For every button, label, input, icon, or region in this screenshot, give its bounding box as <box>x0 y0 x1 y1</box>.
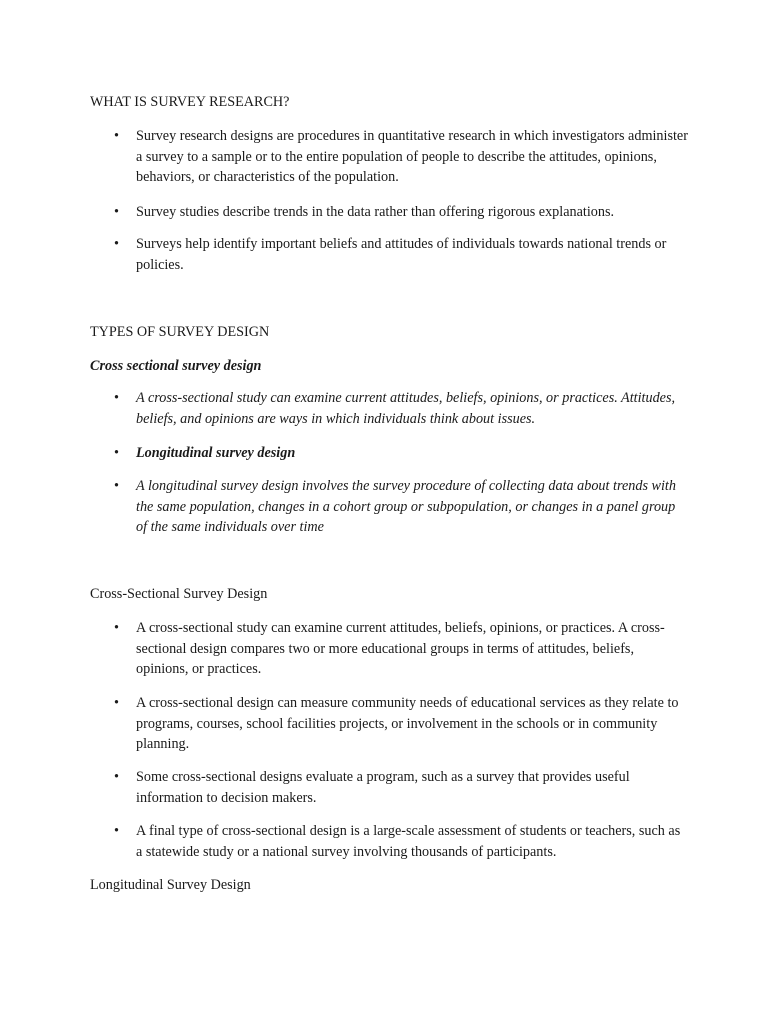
bullet-text: A cross-sectional study can examine current attitudes, beliefs, opinions, or practices. A cross-sectional design compares two or more educational groups in terms of attitudes, beliefs, opinions, or practices. <box>136 620 665 677</box>
bullet-icon: • <box>114 620 119 636</box>
bullet-text: A final type of cross-sectional design is a large-scale assessment of students or teachers, such as a statewide study or a national survey involving thousands of participants. <box>136 823 681 860</box>
bullet-text: A cross-sectional study can examine current attitudes, beliefs, opinions, or practices. Attitudes, beliefs, and opinions are ways in which individuals think about issues. <box>136 390 676 427</box>
heading-cross-sectional-survey-design: Cross-Sectional Survey Design <box>90 586 268 602</box>
bullet-icon: • <box>114 445 119 461</box>
bullet-icon: • <box>114 478 119 494</box>
bullet-icon: • <box>114 390 119 406</box>
bullet-icon: • <box>114 204 119 220</box>
bullet-icon: • <box>114 769 119 785</box>
bullet-text: Survey studies describe trends in the data rather than offering rigorous explanations. <box>136 204 615 220</box>
bullet-text: Surveys help identify important beliefs and attitudes of individuals towards national trends or policies. <box>136 236 667 273</box>
heading-longitudinal-survey-design: Longitudinal Survey Design <box>90 877 251 893</box>
bullet-text: Survey research designs are procedures in quantitative research in which investigators administer a survey to a sample or to the entire population of people to describe the attitudes, opinions, behaviors, or characteristics of the population. <box>136 128 688 185</box>
bullet-text: A cross-sectional design can measure community needs of educational services as they relate to programs, courses, school facilities projects, or involvement in the schools or in community planning. <box>136 695 679 752</box>
subheading-cross-sectional: Cross sectional survey design <box>90 358 262 374</box>
heading-what-is-survey-research: WHAT IS SURVEY RESEARCH? <box>90 94 290 110</box>
bullet-text: Some cross-sectional designs evaluate a program, such as a survey that provides useful information to decision makers. <box>136 769 630 806</box>
bullet-icon: • <box>114 236 119 252</box>
bullet-icon: • <box>114 823 119 839</box>
heading-types-of-survey-design: TYPES OF SURVEY DESIGN <box>90 324 270 340</box>
bullet-text: Longitudinal survey design <box>136 445 296 461</box>
bullet-icon: • <box>114 695 119 711</box>
bullet-text: A longitudinal survey design involves the survey procedure of collecting data about trends with the same population, changes in a cohort group or subpopulation, or changes in a panel group of the same individuals over time <box>136 478 676 535</box>
bullet-icon: • <box>114 128 119 144</box>
